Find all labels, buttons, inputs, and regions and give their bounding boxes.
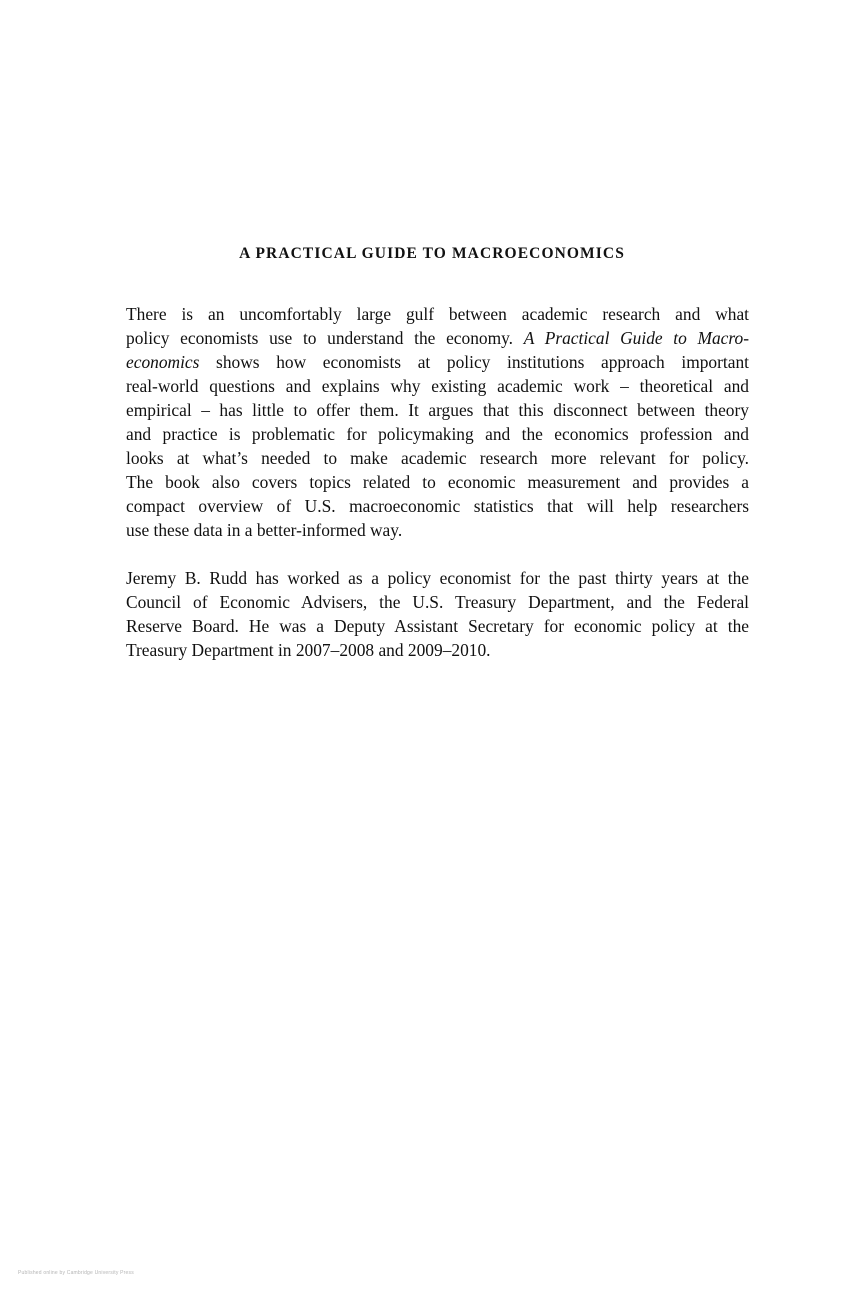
description-line-8: The book also covers topics related to economic measurement and provides a (126, 472, 749, 492)
description-line-6: and practice is problematic for policymaking and the economics profession and (126, 424, 749, 444)
publisher-footer: Published online by Cambridge University Press (18, 1270, 134, 1276)
book-title: A PRACTICAL GUIDE TO MACROECONOMICS (239, 245, 625, 262)
description-line-7: looks at what’s needed to make academic research more relevant for policy. (126, 448, 749, 468)
bio-line-3: Reserve Board. He was a Deputy Assistant Secretary for economic policy at the (126, 616, 749, 636)
book-description (126, 302, 749, 542)
book-title-italic-continued: economics (126, 352, 200, 372)
bio-line-1: Jeremy B. Rudd has worked as a policy economist for the past thirty years at the (126, 568, 749, 588)
description-line-5: empirical – has little to offer them. It argues that this disconnect between theory (126, 400, 749, 420)
description-line-9: compact overview of U.S. macroeconomic statistics that will help researchers (126, 496, 749, 516)
author-bio (126, 566, 749, 662)
description-line-1: There is an uncomfortably large gulf between academic research and what (126, 304, 749, 324)
description-line-4: real-world questions and explains why existing academic work – theoretical and (126, 376, 749, 396)
description-line-10: use these data in a better-informed way. (126, 520, 403, 540)
bio-line-2: Council of Economic Advisers, the U.S. Treasury Department, and the Federal (126, 592, 749, 612)
description-line-3: economics shows how economists at policy institutions approach important (126, 352, 749, 372)
book-title-italic: A Practical Guide to Macro- (523, 328, 749, 348)
bio-line-4: Treasury Department in 2007–2008 and 2009–2010. (126, 640, 491, 660)
description-line-2: policy economists use to understand the economy. A Practical Guide to Macro- (126, 328, 749, 348)
